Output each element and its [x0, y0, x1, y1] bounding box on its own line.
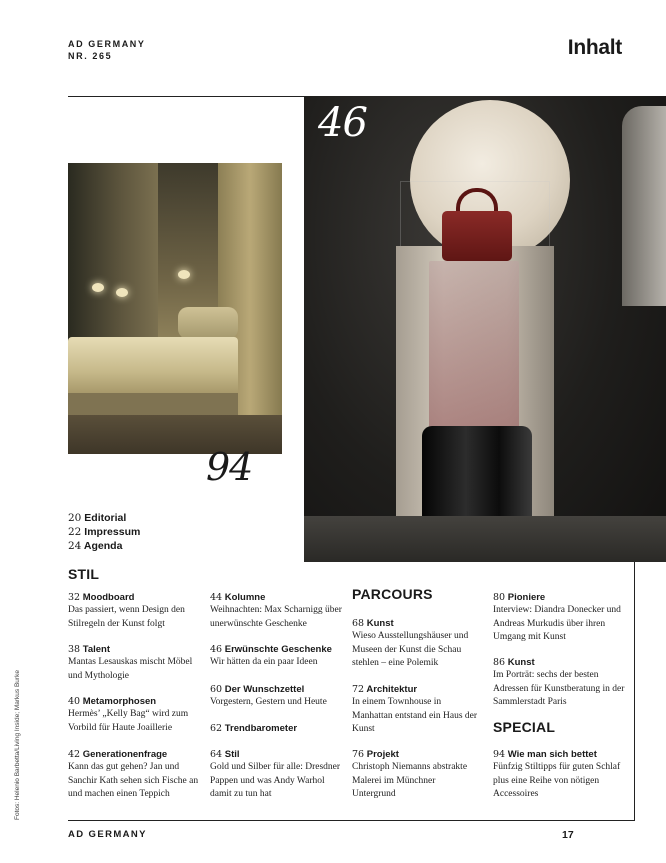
art-display-photo	[304, 96, 666, 562]
entry-number: 86	[493, 657, 506, 668]
entry-description: Gold und Silber für alle: Dresdner Pappen und was Andy Warhol damit zu tun hat	[210, 762, 341, 800]
toc-entry[interactable]	[68, 748, 200, 802]
entry-title: Pioniere	[507, 592, 546, 603]
entry-description: Christoph Niemanns abstrakte Malerei im Münchner Untergrund	[352, 762, 468, 800]
toc-entry[interactable]	[68, 511, 140, 525]
glass-sculpture	[429, 261, 519, 431]
entry-description: In einem Townhouse in Manhattan entstand ein Haus der Kunst	[352, 697, 478, 735]
toc-entry[interactable]	[210, 748, 342, 802]
magazine-name: AD GERMANY	[68, 39, 146, 49]
entry-number: 68	[352, 618, 365, 629]
entry-number: 72	[352, 684, 365, 695]
entry-title: Editorial	[84, 512, 127, 524]
wall-lamp	[92, 283, 104, 292]
entry-title: Kunst	[366, 618, 394, 629]
toc-entry[interactable]	[68, 539, 140, 553]
bolster-pillow	[178, 307, 238, 339]
entry-title: Impressum	[84, 526, 141, 538]
entry-number: 24	[68, 540, 82, 552]
page-number: 17	[562, 829, 574, 841]
statue	[622, 106, 666, 306]
entry-title: Talent	[82, 644, 111, 655]
photo-credit: Fotos: Helenio Barbetta/Living Inside; Markus Burke	[14, 670, 21, 820]
entry-number: 22	[68, 526, 82, 538]
entry-number: 32	[68, 592, 81, 603]
handbag	[442, 211, 512, 261]
entry-title: Agenda	[83, 540, 123, 552]
mirror-wall	[68, 163, 158, 343]
section-heading-stil: STIL	[68, 566, 100, 582]
entry-number: 38	[68, 644, 81, 655]
wall-lamp	[178, 270, 190, 279]
entry-number: 62	[210, 723, 223, 734]
entry-number: 44	[210, 592, 223, 603]
toc-entry[interactable]	[352, 748, 480, 802]
toc-entry[interactable]	[210, 722, 342, 735]
entry-title: Trendbarometer	[224, 723, 298, 734]
bedroom-photo	[68, 163, 282, 454]
section-heading-special: SPECIAL	[493, 719, 556, 735]
entry-description: Hermès’ „Kelly Bag“ wird zum Vorbild für Haute Joaillerie	[68, 709, 189, 733]
entry-description: Weihnachten: Max Scharnigg über unerwünschte Geschenke	[210, 605, 342, 629]
entry-description: Vorgestern, Gestern und Heute	[210, 697, 327, 708]
toc-entry[interactable]	[352, 617, 484, 671]
entry-title: Der Wunschzettel	[224, 684, 305, 695]
toc-entry[interactable]	[68, 591, 200, 631]
photo-page-number-46: 46	[318, 100, 367, 146]
column-rule	[634, 562, 635, 820]
top-rule	[68, 96, 304, 97]
entry-number: 42	[68, 749, 81, 760]
section-heading-parcours: PARCOURS	[352, 586, 433, 602]
toc-entry[interactable]	[493, 656, 627, 710]
entry-description: Wieso Ausstellungshäuser und Museen der Kunst die Schau stehlen – eine Polemik	[352, 631, 469, 669]
front-section-list	[68, 511, 140, 553]
bed-base	[68, 393, 238, 415]
entry-number: 80	[493, 592, 506, 603]
entry-description: Im Porträt: sechs der besten Adressen für Kunstberatung in der Sammlerstadt Paris	[493, 670, 625, 708]
entry-number: 20	[68, 512, 82, 524]
entry-title: Generationenfrage	[82, 749, 168, 760]
entry-description: Kann das gut gehen? Jan und Sanchir Kath sehen sich Fische an und machen einen Teppich	[68, 762, 199, 800]
page-title: Inhalt	[567, 36, 622, 59]
entry-number: 64	[210, 749, 223, 760]
bed	[68, 337, 238, 395]
entry-number: 94	[493, 749, 506, 760]
entry-title: Erwünschte Geschenke	[224, 644, 332, 655]
entry-number: 76	[352, 749, 365, 760]
toc-entry[interactable]	[210, 683, 342, 710]
entry-title: Kunst	[507, 657, 535, 668]
entry-description: Mantas Lesauskas mischt Möbel und Mythologie	[68, 657, 193, 681]
entry-title: Moodboard	[82, 592, 135, 603]
entry-number: 40	[68, 696, 81, 707]
toc-entry[interactable]	[68, 525, 140, 539]
entry-description: Wir hätten da ein paar Ideen	[210, 657, 318, 668]
footer-rule	[68, 820, 635, 821]
entry-title: Architektur	[366, 684, 418, 695]
toc-entry[interactable]	[493, 591, 627, 645]
wall-lamp	[116, 288, 128, 297]
entry-title: Wie man sich bettet	[507, 749, 597, 760]
toc-entry[interactable]	[210, 591, 342, 631]
floor	[304, 516, 666, 562]
entry-description: Das passiert, wenn Design den Stilregeln der Kunst folgt	[68, 605, 185, 629]
entry-number: 60	[210, 684, 223, 695]
masthead	[68, 38, 146, 62]
entry-description: Fünfzig Stiltipps für guten Schlaf plus eine Reihe von nötigen Accessoires	[493, 762, 621, 800]
toc-entry[interactable]	[68, 695, 200, 735]
toc-entry[interactable]	[493, 748, 627, 802]
photo-page-number-94: 94	[206, 445, 253, 489]
entry-title: Projekt	[366, 749, 399, 760]
entry-title: Metamorphosen	[82, 696, 157, 707]
toc-entry[interactable]	[68, 643, 200, 683]
entry-description: Interview: Diandra Donecker und Andreas Murkudis über ihren Umgang mit Kunst	[493, 605, 621, 643]
toc-entry[interactable]	[352, 683, 480, 737]
issue-number: NR. 265	[68, 51, 113, 61]
toc-entry[interactable]	[210, 643, 344, 670]
entry-number: 46	[210, 644, 223, 655]
entry-title: Kolumne	[224, 592, 266, 603]
footer-magazine-name: AD GERMANY	[68, 829, 147, 840]
entry-title: Stil	[224, 749, 240, 760]
